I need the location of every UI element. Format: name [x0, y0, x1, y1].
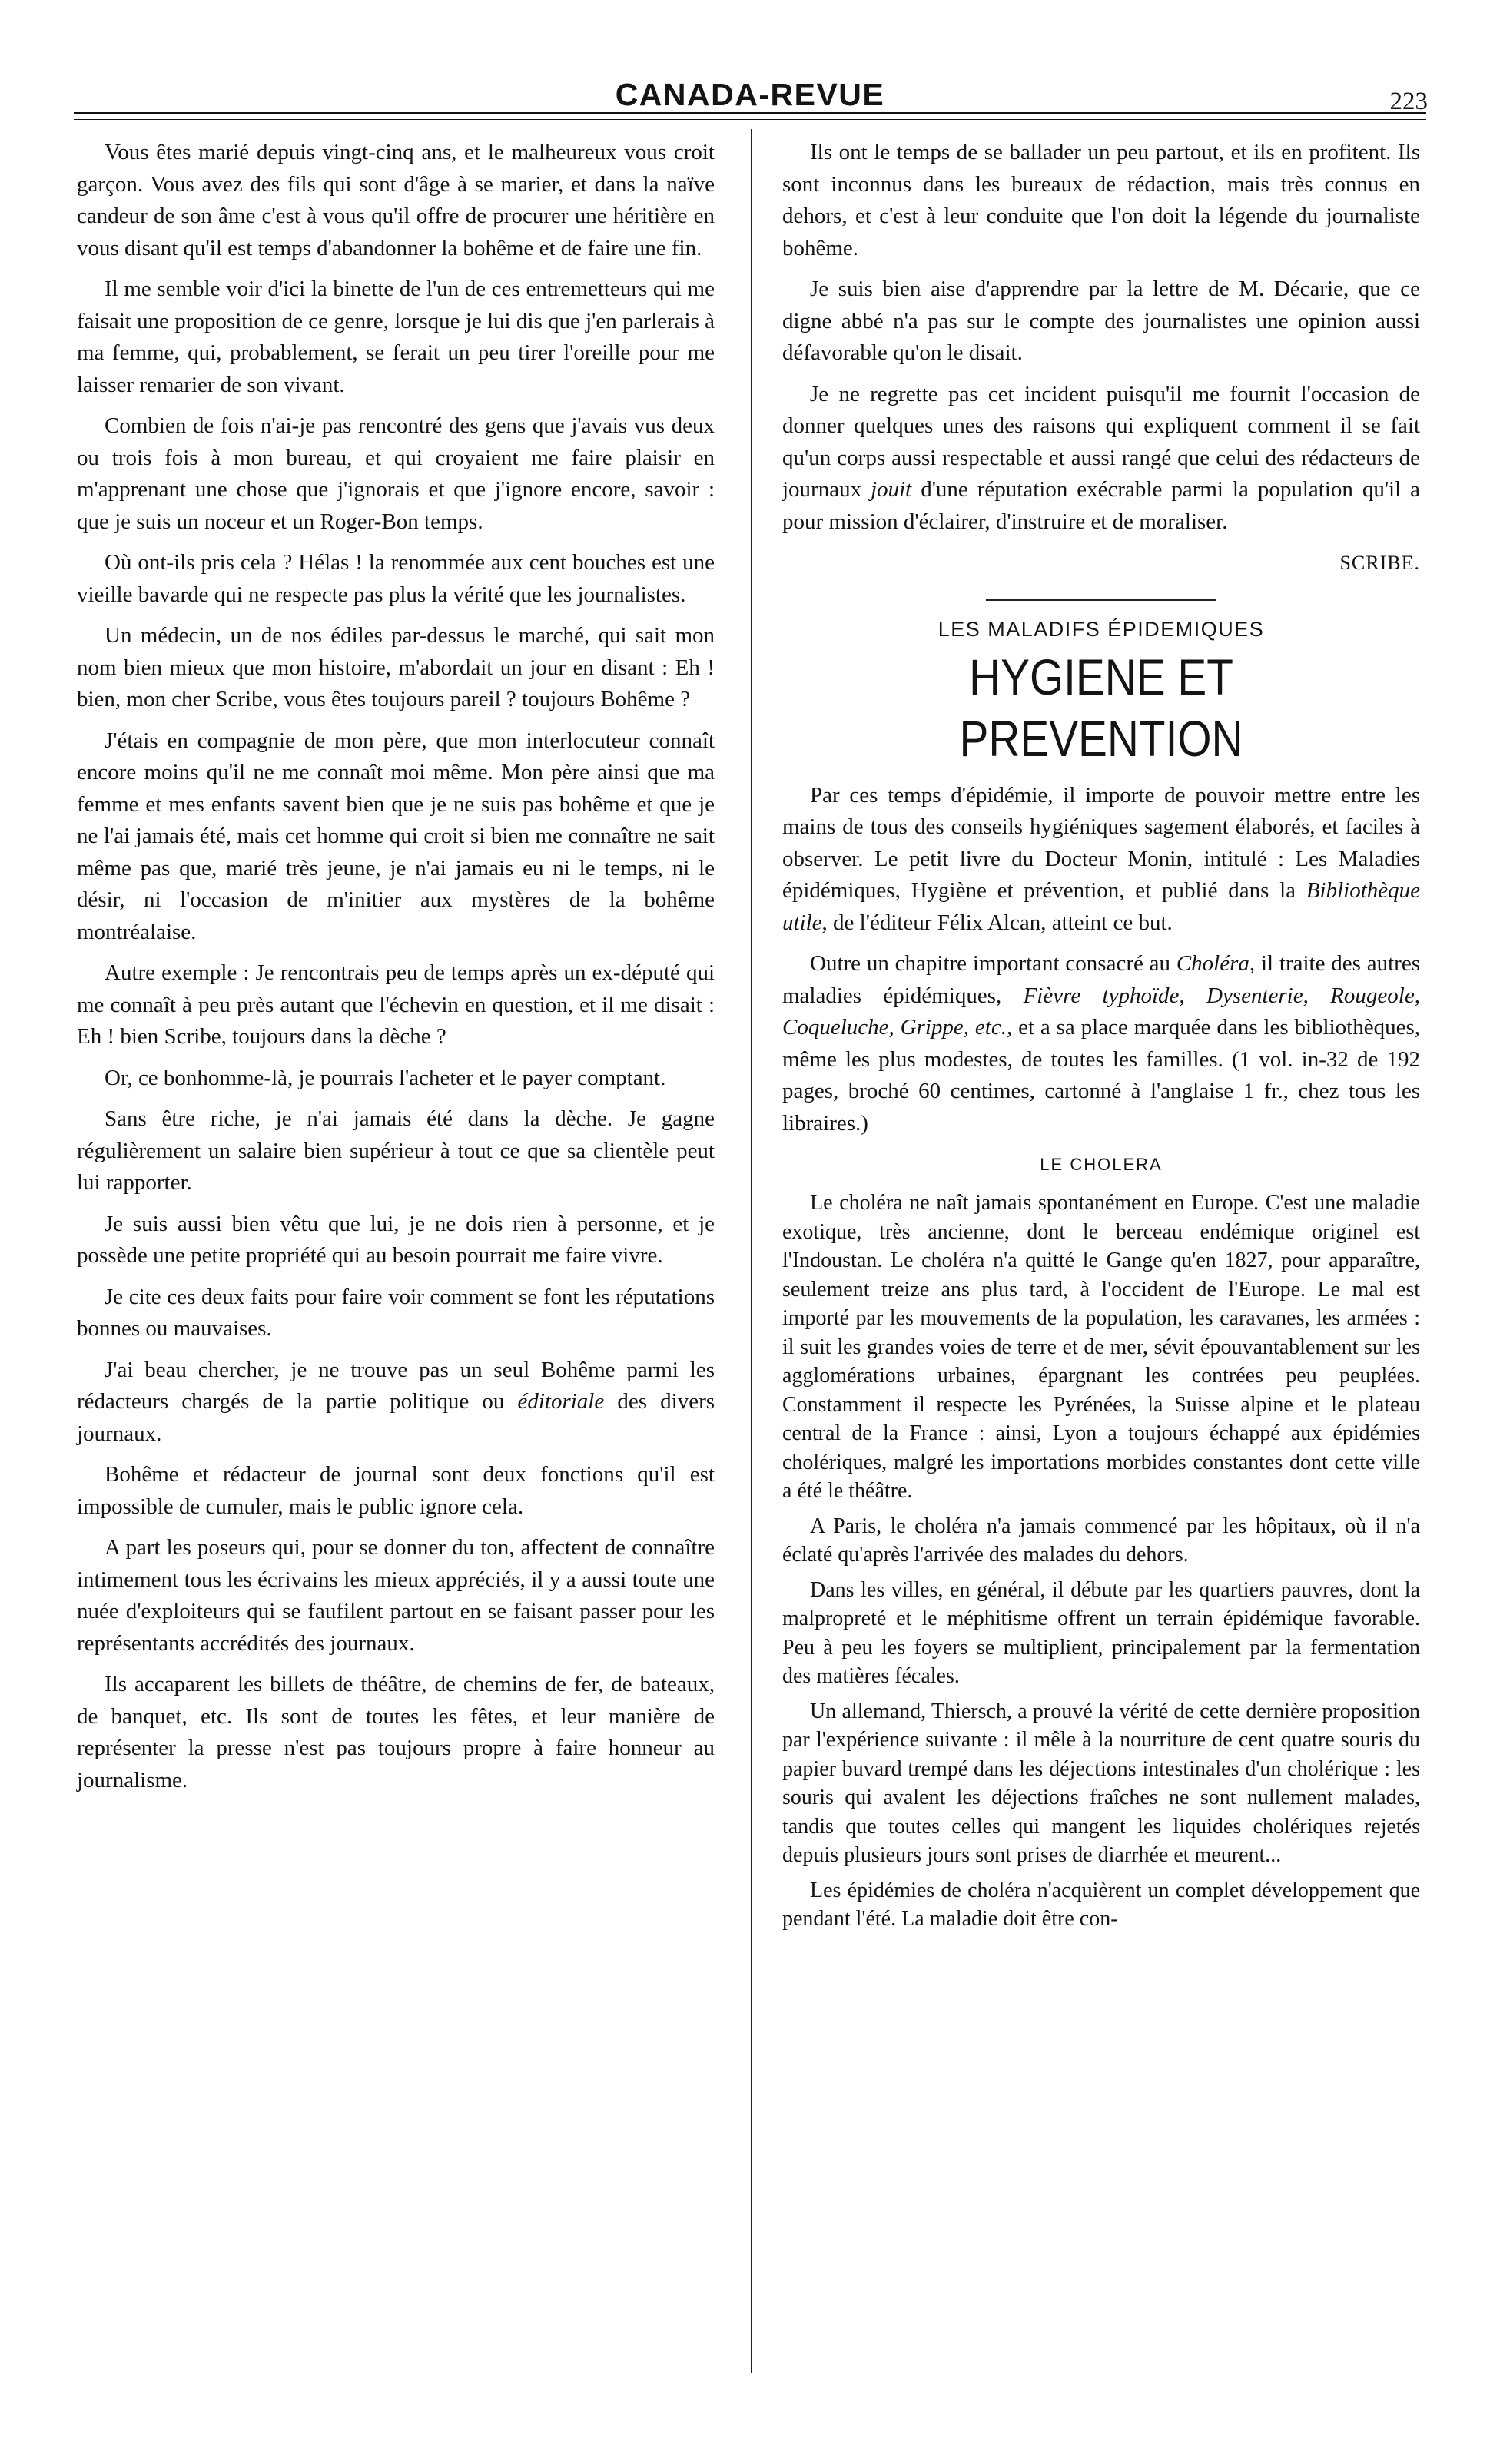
header-rule	[74, 112, 1426, 114]
paragraph	[782, 379, 1420, 539]
text-run: des divers journaux.	[77, 1389, 715, 1446]
paragraph: Où ont-ils pris cela ? Hélas ! la renommée aux cent bouches est une vieille bavarde qui ne respecte pas plus la vérité que les journalistes.	[77, 550, 715, 607]
paragraph: Je cite ces deux faits pour faire voir comment se font les réputations bonnes ou mauvaises.	[77, 1284, 715, 1341]
article-separator	[986, 599, 1216, 601]
paragraph: J'étais en compagnie de mon père, que mon interlocuteur connaît encore moins qu'il ne me connaît moi même. Mon père ainsi que ma femme et mes enfants savent bien que je ne suis pas bohême et que je ne l'ai jamais été, mais cet homme qui croit si bien me connaître ne sait même pas que, marié très jeune, je n'ai jamais eu ni le temps, ni le désir, ni l'occasion de m'initier aux mystères de la bohême montréalaise.	[77, 728, 715, 944]
italic-run: Fièvre typhoïde, Dysenterie, Rougeole, Coqueluche, Grippe, etc.	[782, 983, 1420, 1040]
text-run: Je ne regrette pas cet incident puisqu'il me fournit l'occasion de donner quelques unes des raisons qui expliquent comment il se fait qu'un corps aussi respectable et aussi rangé que celui des rédacteurs de journaux	[782, 381, 1420, 502]
paragraph: Les épidémies de choléra n'acquièrent un complet développement que pendant l'été. La maladie doit être con-	[782, 1878, 1420, 1931]
text-run: , il traite des autres maladies épidémiques,	[782, 951, 1420, 1008]
right-column	[782, 137, 1420, 1940]
paragraph: Vous êtes marié depuis vingt-cinq ans, et le malheureux vous croit garçon. Vous avez des fils qui sont d'âge à se marier, et dans la naïve candeur de son âme c'est à vous qu'il offre de procurer une héritière en vous disant qu'il est temps d'abandonner la bohême et de faire une fin.	[77, 140, 715, 260]
column-divider	[751, 129, 752, 2373]
running-title: CANADA-REVUE	[615, 77, 885, 112]
text-run: d'une réputation exécrable parmi la population qu'il a pour mission d'éclairer, d'instruire et de moraliser.	[782, 477, 1420, 534]
paragraph: Or, ce bonhomme-là, je pourrais l'acheter et le payer comptant.	[105, 1065, 666, 1090]
italic-run: Choléra	[1176, 951, 1249, 976]
article-headline: HYGIENE ET PREVENTION	[959, 648, 1243, 767]
paragraph	[782, 948, 1420, 1139]
article-kicker: LES MALADIFS ÉPIDEMIQUES	[938, 617, 1265, 641]
paragraph: Le choléra ne naît jamais spontanément en Europe. C'est une maladie exotique, très ancienne, dont le berceau endémique originel est l'Indoustan. Le choléra n'a quitté le Gange qu'en 1827, pour apparaître, seulement treize ans plus tard, à l'occident de l'Europe. Le mal est importé par les mouvements de la population, les caravanes, les armées : il suit les grandes voies de terre et de mer, sévit épouvantablement sur les agglomérations urbaines, épargnant les contrées peu peuplées. Constamment il respecte les Pyrénées, la Suisse alpine et le plateau central de la France : ainsi, Lyon a toujours échappé aux épidémies cholériques, malgré les importations morbides constantes dont cette ville a été le théâtre.	[782, 1191, 1420, 1503]
text-run: Par ces temps d'épidémie, il importe de pouvoir mettre entre les mains de tous des conseils hygiéniques sagement élaborés, et faciles à observer. Le petit livre du Docteur Monin, intitulé : Les Maladies épidémiques, Hygiène et prévention, et publié dans la	[782, 782, 1420, 903]
paragraph: A part les poseurs qui, pour se donner du ton, affectent de connaître intimement tous les écrivains les mieux appréciés, il y a aussi toute une nuée d'exploiteurs qui se faufilent partout en se faisant passer pour les représentants accrédités des journaux.	[77, 1535, 715, 1656]
paragraph: Ils ont le temps de se ballader un peu partout, et ils en profitent. Ils sont inconnus dans les bureaux de rédaction, mais très connus en dehors, et c'est à leur conduite que l'on doit la légende du journaliste bohême.	[782, 140, 1420, 260]
signature: SCRIBE.	[1339, 552, 1420, 574]
italic-run: Bibliothèque utile	[782, 878, 1420, 935]
paragraph: A Paris, le choléra n'a jamais commencé par les hôpitaux, où il n'a éclaté qu'après l'arrivée des malades du dehors.	[782, 1514, 1420, 1567]
paragraph: Bohême et rédacteur de journal sont deux fonctions qu'il est impossible de cumuler, mais le public ignore cela.	[77, 1462, 715, 1519]
text-run: J'ai beau chercher, je ne trouve pas un seul Bohême parmi les rédacteurs chargés de la partie politique ou	[77, 1357, 715, 1414]
italic-run: éditoriale	[517, 1389, 605, 1414]
paragraph: Il me semble voir d'ici la binette de l'un de ces entremetteurs qui me faisait une proposition de ce genre, lorsque je lui dis que j'en parlerais à ma femme, qui, probablement, se ferait un peu tirer l'oreille pour me laisser remarier de son vivant.	[77, 277, 715, 397]
paragraph: Ils accaparent les billets de théâtre, de chemins de fer, de bateaux, de banquet, etc. Ils sont de toutes les fêtes, et leur manière de représenter la presse n'est pas toujours propre à faire honneur au journalisme.	[77, 1672, 715, 1792]
paragraph: Je suis aussi bien vêtu que lui, je ne dois rien à personne, et je possède une petite propriété qui au besoin pourrait me faire vivre.	[77, 1211, 715, 1268]
paragraph: Combien de fois n'ai-je pas rencontré des gens que j'avais vus deux ou trois fois à mon bureau, et qui croyaient me faire plaisir en m'apprenant une chose que j'ignorais et que j'ignore encore, savoir : que je suis un noceur et un Roger-Bon temps.	[77, 413, 715, 534]
paragraph: Un allemand, Thiersch, a prouvé la vérité de cette dernière proposition par l'expérience suivante : il mêle à la nourriture de cent quatre souris du papier buvard trempé dans les déjections intestinales d'un cholérique : les souris qui avalent les déjections fraîches ne sont nullement malades, tandis que toutes celles qui mangent les liquides cholériques rejetés depuis plusieurs jours sont prises de diarrhée et meurent...	[782, 1699, 1420, 1867]
italic-run: jouit	[871, 477, 912, 502]
paragraph: Sans être riche, je n'ai jamais été dans la dèche. Je gagne régulièrement un salaire bien supérieur à tout ce que sa clientèle peut lui rapporter.	[77, 1106, 715, 1195]
paragraph: Un médecin, un de nos édiles par-dessus le marché, qui sait mon nom bien mieux que mon histoire, m'abordait un jour en disant : Eh ! bien, mon cher Scribe, vous êtes toujours pareil ? toujours Bohême ?	[77, 623, 715, 711]
section-heading: LE CHOLERA	[1040, 1155, 1163, 1174]
paragraph: Je suis bien aise d'apprendre par la lettre de M. Décarie, que ce digne abbé n'a pas sur le compte des journalistes une opinion aussi défavorable qu'on le disait.	[782, 277, 1420, 365]
text-run: , et a sa place marquée dans les bibliothèques, même les plus modestes, de toutes les familles. (1 vol. in-32 de 192 pages, broché 60 centimes, cartonné à l'anglaise 1 fr., chez tous les libraires.)	[782, 1015, 1420, 1136]
text-run: Outre un chapitre important consacré au	[810, 951, 1176, 976]
left-column	[77, 137, 715, 1806]
paragraph: Dans les villes, en général, il débute par les quartiers pauvres, dont la malpropreté et le méphitisme offrent un terrain épidémique favorable. Peu à peu les foyers se multiplient, principalement par la fermentation des matières fécales.	[782, 1577, 1420, 1688]
page-number: 223	[1389, 88, 1428, 115]
paragraph	[782, 780, 1420, 940]
header-rule-thin	[74, 119, 1426, 120]
text-run: , de l'éditeur Félix Alcan, atteint ce but.	[821, 910, 1173, 935]
paragraph	[77, 1355, 715, 1451]
paragraph: Autre exemple : Je rencontrais peu de temps après un ex-député qui me connaît à peu près autant que l'échevin en question, et il me disait : Eh ! bien Scribe, toujours dans la dèche ?	[77, 960, 715, 1049]
